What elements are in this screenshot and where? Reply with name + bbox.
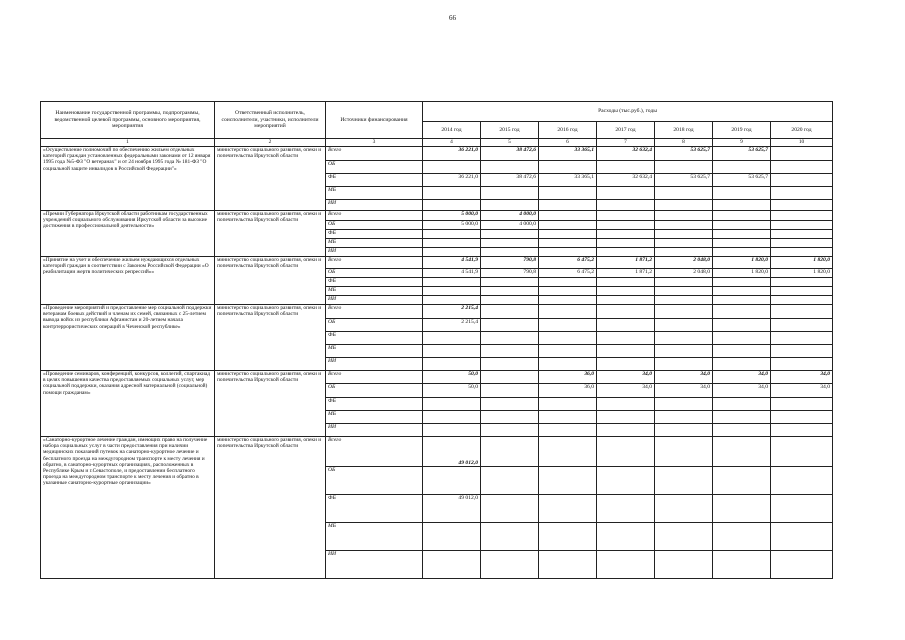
- amount-cell: [481, 230, 539, 239]
- amount-cell: [481, 161, 539, 174]
- funding-source: Всего: [326, 371, 423, 384]
- funding-source: ОБ: [326, 319, 423, 332]
- table-row: [41, 371, 833, 384]
- funding-source: МБ: [326, 345, 423, 358]
- funding-source: ОБ: [326, 269, 423, 278]
- amount-cell: [539, 305, 597, 319]
- amount-cell: [423, 248, 481, 257]
- amount-cell: [771, 211, 833, 221]
- amount-cell: [481, 424, 539, 437]
- header-year: 2020 год: [771, 122, 833, 139]
- amount-cell: [713, 305, 771, 319]
- amount-cell: 53 625,7: [655, 147, 713, 161]
- funding-source: ОБ: [326, 467, 423, 495]
- amount-cell: [597, 230, 655, 239]
- funding-source: МБ: [326, 411, 423, 424]
- expenses-table: [40, 101, 833, 579]
- amount-cell: 2 215,4: [423, 305, 481, 319]
- amount-cell: 53 625,7: [713, 174, 771, 187]
- amount-cell: [713, 345, 771, 358]
- amount-cell: [423, 200, 481, 211]
- amount-cell: [655, 319, 713, 332]
- amount-cell: [713, 319, 771, 332]
- amount-cell: [655, 296, 713, 305]
- amount-cell: 50,0: [423, 371, 481, 384]
- amount-cell: [771, 305, 833, 319]
- amount-cell: [539, 345, 597, 358]
- amount-cell: [539, 230, 597, 239]
- amount-cell: [771, 358, 833, 371]
- amount-cell: [655, 495, 713, 523]
- amount-cell: [771, 278, 833, 287]
- amount-cell: [597, 332, 655, 345]
- amount-cell: 33 365,1: [539, 147, 597, 161]
- amount-cell: [771, 230, 833, 239]
- amount-cell: [423, 332, 481, 345]
- header-executor: Ответственный исполнитель, соисполнители, участники, исполнители мероприятий: [215, 102, 326, 139]
- measure-name: «Премии Губернатора Иркутской области работникам государственных учреждений социального обслуживания Иркутской области за высокие достижения в профессиональной деятельности»: [41, 211, 215, 257]
- amount-cell: [771, 467, 833, 495]
- column-index: 10: [771, 139, 833, 147]
- table-row: [41, 211, 833, 221]
- amount-cell: [655, 230, 713, 239]
- amount-cell: 4 541,9: [423, 257, 481, 269]
- amount-cell: [655, 523, 713, 551]
- funding-source: ИИ: [326, 551, 423, 579]
- amount-cell: [655, 551, 713, 579]
- amount-cell: [597, 398, 655, 411]
- amount-cell: [539, 287, 597, 296]
- amount-cell: [481, 200, 539, 211]
- amount-cell: [597, 319, 655, 332]
- amount-cell: [655, 239, 713, 248]
- amount-cell: [481, 495, 539, 523]
- header-source: Источники финансирования: [326, 102, 423, 139]
- amount-cell: [423, 287, 481, 296]
- column-index: 1: [41, 139, 215, 147]
- amount-cell: [481, 384, 539, 398]
- amount-cell: [481, 239, 539, 248]
- amount-cell: [597, 248, 655, 257]
- amount-cell: [423, 345, 481, 358]
- amount-cell: [771, 495, 833, 523]
- amount-cell: [713, 161, 771, 174]
- column-index: 4: [423, 139, 481, 147]
- amount-cell: [655, 200, 713, 211]
- amount-cell: [423, 398, 481, 411]
- header-year: 2016 год: [539, 122, 597, 139]
- amount-cell: [771, 437, 833, 467]
- funding-source: ИИ: [326, 248, 423, 257]
- amount-cell: 1 820,0: [771, 269, 833, 278]
- amount-cell: [481, 296, 539, 305]
- amount-cell: [655, 437, 713, 467]
- amount-cell: [713, 248, 771, 257]
- amount-cell: [713, 211, 771, 221]
- funding-source: ОБ: [326, 221, 423, 230]
- funding-source: МБ: [326, 287, 423, 296]
- amount-cell: [597, 523, 655, 551]
- amount-cell: [597, 358, 655, 371]
- amount-cell: [597, 287, 655, 296]
- amount-cell: 38 472,6: [481, 147, 539, 161]
- executor: министерство социального развития, опеки и попечительства Иркутской области: [215, 211, 326, 257]
- amount-cell: [481, 187, 539, 200]
- amount-cell: [713, 221, 771, 230]
- amount-cell: [423, 187, 481, 200]
- amount-cell: [481, 278, 539, 287]
- amount-cell: [597, 467, 655, 495]
- amount-cell: [655, 358, 713, 371]
- amount-cell: [771, 287, 833, 296]
- funding-source: МБ: [326, 239, 423, 248]
- column-index: 9: [713, 139, 771, 147]
- amount-cell: 34,0: [771, 371, 833, 384]
- funding-source: МБ: [326, 187, 423, 200]
- amount-cell: 32 632,4: [597, 147, 655, 161]
- amount-cell: [771, 319, 833, 332]
- amount-cell: [655, 278, 713, 287]
- amount-cell: [771, 187, 833, 200]
- amount-cell: 6 475,2: [539, 257, 597, 269]
- amount-cell: 36 221,0: [423, 147, 481, 161]
- amount-cell: 49 012,0: [423, 495, 481, 523]
- amount-cell: 36 221,0: [423, 174, 481, 187]
- header-year: 2018 год: [655, 122, 713, 139]
- amount-cell: [655, 161, 713, 174]
- amount-cell: [539, 411, 597, 424]
- amount-cell: [423, 551, 481, 579]
- amount-cell: [539, 437, 597, 467]
- amount-cell: [481, 371, 539, 384]
- amount-cell: 49 012,0: [423, 437, 481, 467]
- amount-cell: [597, 187, 655, 200]
- amount-cell: [655, 248, 713, 257]
- amount-cell: [655, 287, 713, 296]
- amount-cell: [771, 296, 833, 305]
- amount-cell: [481, 467, 539, 495]
- amount-cell: [597, 221, 655, 230]
- amount-cell: [423, 161, 481, 174]
- column-index: 2: [215, 139, 326, 147]
- header-year: 2014 год: [423, 122, 481, 139]
- header-year: 2019 год: [713, 122, 771, 139]
- amount-cell: [713, 523, 771, 551]
- amount-cell: [597, 411, 655, 424]
- amount-cell: 5 000,0: [423, 211, 481, 221]
- amount-cell: [481, 287, 539, 296]
- amount-cell: [771, 221, 833, 230]
- funding-source: Всего: [326, 305, 423, 319]
- amount-cell: 33 365,1: [539, 174, 597, 187]
- amount-cell: 1 820,0: [713, 257, 771, 269]
- amount-cell: [481, 345, 539, 358]
- funding-source: Всего: [326, 437, 423, 467]
- amount-cell: [713, 495, 771, 523]
- amount-cell: [423, 296, 481, 305]
- funding-source: ИИ: [326, 358, 423, 371]
- funding-source: ОБ: [326, 161, 423, 174]
- amount-cell: [539, 187, 597, 200]
- amount-cell: [539, 248, 597, 257]
- amount-cell: [423, 230, 481, 239]
- amount-cell: [423, 358, 481, 371]
- funding-source: ФБ: [326, 174, 423, 187]
- amount-cell: [713, 230, 771, 239]
- amount-cell: 4 000,0: [481, 211, 539, 221]
- amount-cell: 2 048,0: [655, 257, 713, 269]
- amount-cell: [597, 278, 655, 287]
- amount-cell: [539, 424, 597, 437]
- amount-cell: 34,0: [771, 384, 833, 398]
- amount-cell: [539, 332, 597, 345]
- amount-cell: [713, 187, 771, 200]
- amount-cell: [713, 278, 771, 287]
- amount-cell: [539, 211, 597, 221]
- executor: министерство социального развития, опеки и попечительства Иркутской области: [215, 147, 326, 211]
- amount-cell: 1 820,0: [713, 269, 771, 278]
- amount-cell: 2 048,0: [655, 269, 713, 278]
- table-row: [41, 257, 833, 269]
- amount-cell: [771, 161, 833, 174]
- amount-cell: [597, 305, 655, 319]
- amount-cell: [597, 211, 655, 221]
- amount-cell: 34,0: [655, 371, 713, 384]
- amount-cell: [481, 358, 539, 371]
- column-index: 5: [481, 139, 539, 147]
- amount-cell: [771, 551, 833, 579]
- amount-cell: [423, 411, 481, 424]
- table-row: [41, 147, 833, 161]
- executor: министерство социального развития, опеки и попечительства Иркутской области: [215, 437, 326, 579]
- amount-cell: [539, 467, 597, 495]
- header-year: 2015 год: [481, 122, 539, 139]
- amount-cell: [481, 523, 539, 551]
- amount-cell: [423, 239, 481, 248]
- table-row: [41, 437, 833, 467]
- amount-cell: [539, 221, 597, 230]
- header-expenses: Расходы (тыс.руб.), годы: [423, 102, 833, 122]
- amount-cell: [539, 296, 597, 305]
- amount-cell: [771, 147, 833, 161]
- amount-cell: [771, 345, 833, 358]
- amount-cell: [771, 523, 833, 551]
- amount-cell: 53 625,7: [713, 147, 771, 161]
- amount-cell: [771, 424, 833, 437]
- amount-cell: 4 541,9: [423, 269, 481, 278]
- amount-cell: [539, 239, 597, 248]
- amount-cell: [481, 248, 539, 257]
- column-index: 3: [326, 139, 423, 147]
- amount-cell: [655, 332, 713, 345]
- amount-cell: [713, 424, 771, 437]
- amount-cell: [539, 358, 597, 371]
- amount-cell: [655, 305, 713, 319]
- amount-cell: 1 871,2: [597, 269, 655, 278]
- funding-source: ИИ: [326, 424, 423, 437]
- amount-cell: [655, 398, 713, 411]
- amount-cell: 32 632,4: [597, 174, 655, 187]
- funding-source: ФБ: [326, 332, 423, 345]
- amount-cell: 5 000,0: [423, 221, 481, 230]
- amount-cell: [481, 551, 539, 579]
- amount-cell: 1 820,0: [771, 257, 833, 269]
- amount-cell: 34,0: [597, 371, 655, 384]
- amount-cell: [539, 398, 597, 411]
- executor: министерство социального развития, опеки и попечительства Иркутской области: [215, 371, 326, 437]
- amount-cell: [713, 437, 771, 467]
- amount-cell: 6 475,2: [539, 269, 597, 278]
- amount-cell: [771, 398, 833, 411]
- measure-name: «Проведение мероприятий и предоставление мер социальной поддержки ветеранам боевых действий и членам их семей, связанных с 25-летием вывода войск из республики Афганистан и 20-летием начала контртеррористических операций в Чеченской республике»: [41, 305, 215, 371]
- amount-cell: 34,0: [713, 384, 771, 398]
- amount-cell: [655, 221, 713, 230]
- amount-cell: [481, 437, 539, 467]
- page-number: 66: [449, 14, 456, 22]
- amount-cell: [539, 161, 597, 174]
- amount-cell: [597, 437, 655, 467]
- executor: министерство социального развития, опеки и попечительства Иркутской области: [215, 257, 326, 305]
- amount-cell: [713, 358, 771, 371]
- amount-cell: 4 000,0: [481, 221, 539, 230]
- amount-cell: [423, 467, 481, 495]
- amount-cell: 790,8: [481, 269, 539, 278]
- funding-source: ФБ: [326, 278, 423, 287]
- amount-cell: [713, 411, 771, 424]
- amount-cell: [481, 319, 539, 332]
- funding-source: ФБ: [326, 495, 423, 523]
- funding-source: ИИ: [326, 296, 423, 305]
- amount-cell: [597, 424, 655, 437]
- amount-cell: [597, 345, 655, 358]
- measure-name: «Проведение семинаров, конференций, конкурсов, коллегий, спартакиад в целях повышения качества предоставляемых социальных услуг, мер социальной поддержки, оказания адресной материальной (социальной) помощи гражданам»: [41, 371, 215, 437]
- amount-cell: 53 625,7: [655, 174, 713, 187]
- amount-cell: [713, 239, 771, 248]
- funding-source: Всего: [326, 257, 423, 269]
- amount-cell: [771, 248, 833, 257]
- amount-cell: 38 472,6: [481, 174, 539, 187]
- amount-cell: [713, 287, 771, 296]
- amount-cell: [539, 523, 597, 551]
- column-index: 7: [597, 139, 655, 147]
- header-year: 2017 год: [597, 122, 655, 139]
- measure-name: «Санаторно-курортное лечение граждан, имеющих право на получение набора социальных услуг в части предоставления при наличии медицинских показаний путевок на санаторно-курортное лечение и бесплатного проезда на междугородном транспорте к месту лечения и обратно, в санаторно-курортных организациях, расположенных в Республике Крым и г.Севастополе, и предоставлении бесплатного проезда на междугородном транспорте к месту лечения и обратно в указанные санаторно-курортные организации»: [41, 437, 215, 579]
- amount-cell: [713, 296, 771, 305]
- amount-cell: [597, 495, 655, 523]
- amount-cell: [771, 200, 833, 211]
- header-name: Наименование государственной программы, подпрограммы, ведомственной целевой программы, основного мероприятия, мероприятия: [41, 102, 215, 139]
- amount-cell: [481, 398, 539, 411]
- amount-cell: [597, 200, 655, 211]
- amount-cell: [655, 187, 713, 200]
- table-row: [41, 305, 833, 319]
- amount-cell: [771, 411, 833, 424]
- column-index: 8: [655, 139, 713, 147]
- column-index: 6: [539, 139, 597, 147]
- amount-cell: [597, 161, 655, 174]
- funding-source: ОБ: [326, 384, 423, 398]
- amount-cell: [539, 200, 597, 211]
- amount-cell: [771, 332, 833, 345]
- amount-cell: [597, 296, 655, 305]
- amount-cell: [713, 398, 771, 411]
- amount-cell: 50,0: [423, 384, 481, 398]
- amount-cell: [597, 551, 655, 579]
- amount-cell: [771, 174, 833, 187]
- amount-cell: 2 215,4: [423, 319, 481, 332]
- amount-cell: [771, 239, 833, 248]
- amount-cell: 1 871,2: [597, 257, 655, 269]
- amount-cell: [539, 319, 597, 332]
- amount-cell: [655, 424, 713, 437]
- amount-cell: [655, 211, 713, 221]
- executor: министерство социального развития, опеки и попечительства Иркутской области: [215, 305, 326, 371]
- amount-cell: 36,0: [539, 371, 597, 384]
- funding-source: ФБ: [326, 398, 423, 411]
- amount-cell: [713, 200, 771, 211]
- measure-name: «Осуществление полномочий по обеспечению жильем отдельных категорий граждан установленных федеральными законами от 12 января 1995 года №5-ФЗ "О ветеранах" и от 24 ноября 1995 года № 181-ФЗ "О социальной защите инвалидов в Российской Федерации"»: [41, 147, 215, 211]
- amount-cell: [481, 305, 539, 319]
- amount-cell: 36,0: [539, 384, 597, 398]
- amount-cell: [423, 278, 481, 287]
- amount-cell: [655, 345, 713, 358]
- amount-cell: 790,8: [481, 257, 539, 269]
- funding-source: Всего: [326, 147, 423, 161]
- funding-source: Всего: [326, 211, 423, 221]
- amount-cell: 34,0: [655, 384, 713, 398]
- amount-cell: [539, 551, 597, 579]
- amount-cell: [481, 411, 539, 424]
- amount-cell: 34,0: [597, 384, 655, 398]
- measure-name: «Принятие на учет и обеспечение жильем нуждающихся отдельных категорий граждан в соответствии с Законом Российской Федерации «О реабилитации жертв политических репрессий»»: [41, 257, 215, 305]
- amount-cell: [481, 332, 539, 345]
- amount-cell: [423, 424, 481, 437]
- amount-cell: [655, 411, 713, 424]
- funding-source: ФБ: [326, 230, 423, 239]
- amount-cell: [539, 495, 597, 523]
- amount-cell: [423, 523, 481, 551]
- amount-cell: [597, 239, 655, 248]
- amount-cell: [539, 278, 597, 287]
- funding-source: ИИ: [326, 200, 423, 211]
- funding-source: МБ: [326, 523, 423, 551]
- amount-cell: [713, 467, 771, 495]
- amount-cell: 34,0: [713, 371, 771, 384]
- amount-cell: [655, 467, 713, 495]
- amount-cell: [713, 332, 771, 345]
- amount-cell: [713, 551, 771, 579]
